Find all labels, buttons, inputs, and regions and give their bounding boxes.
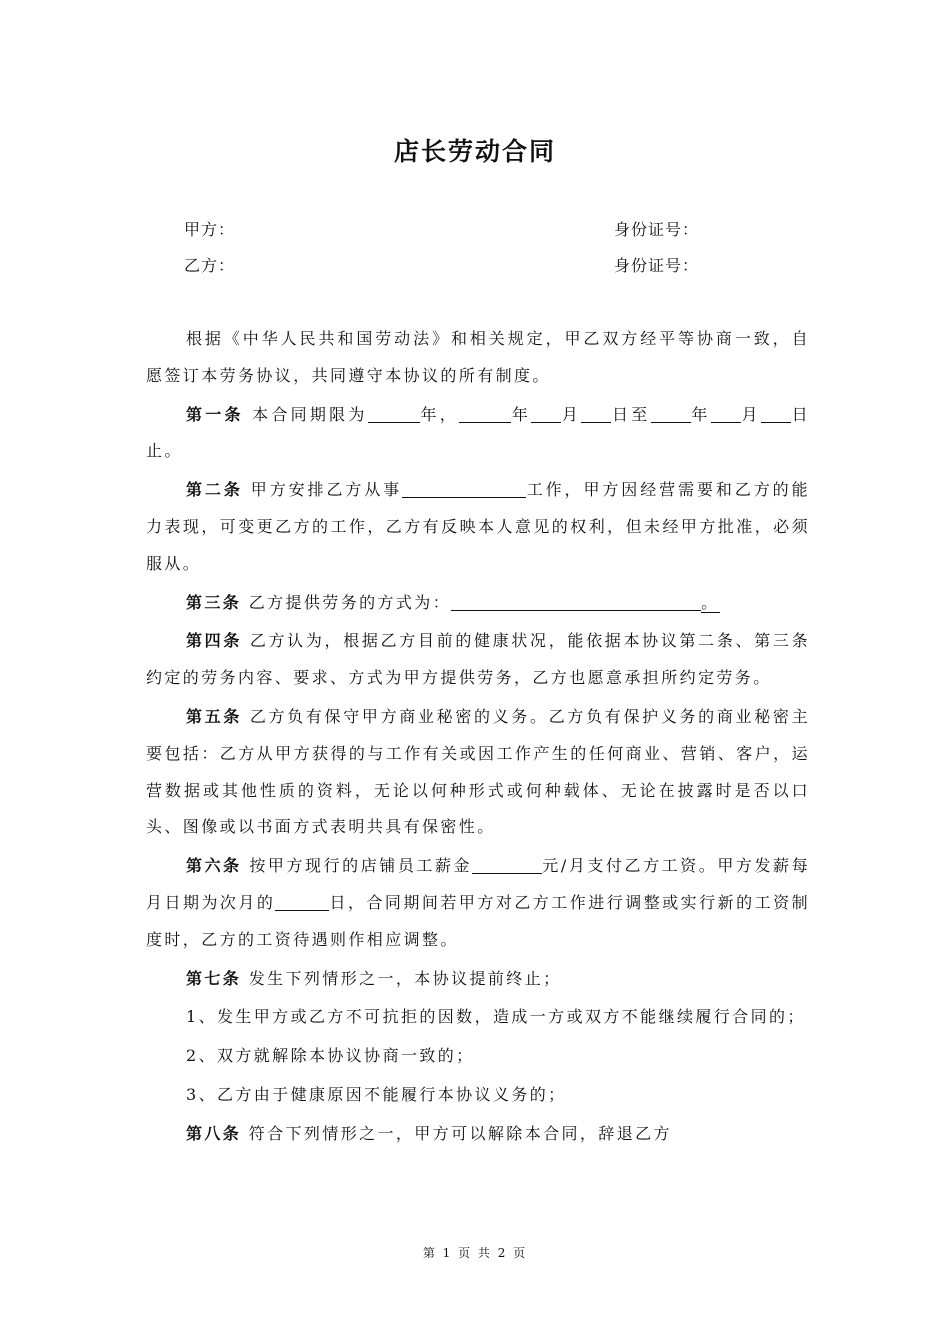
article-text: 乙方认为，根据乙方目前的健康状况，能依据本协议第二条、第三条约定的劳务内容、要求、方式为甲方提供劳务，乙方也愿意承担所约定劳务。 [146, 631, 810, 688]
blank-field [761, 404, 791, 423]
blank-field [711, 404, 741, 423]
article-text: 日止。 [146, 404, 811, 461]
document-title: 店长劳动合同 [393, 137, 556, 166]
article-5 [146, 699, 810, 846]
article-text: 年， [419, 404, 459, 424]
contract-body [146, 321, 810, 1155]
article-text: 月 [561, 404, 582, 424]
article-label: 第三条 [186, 592, 242, 612]
article-text: 乙方负有保守甲方商业秘密的义务。乙方负有保护义务的商业秘密主要包括：乙方从甲方获得的与工作有关或因工作产生的任何商业、营销、客户，运营数据或其他性质的资料，无论以何种形式或何种载体、无论在披露时是否以口头、图像或以书面方式表明共具有保密性。 [146, 706, 810, 837]
blank-field [275, 892, 329, 911]
article-text: 。 [701, 592, 720, 612]
party-a-label: 甲方： [184, 220, 236, 239]
article-text: 日，合同期间若甲方对乙方工作进行调整或实行新的工资制度时，乙方的工资待遇则作相应调整。 [146, 892, 810, 949]
article-text: 日至 [611, 404, 651, 424]
article-1 [146, 397, 810, 471]
blank-field [368, 404, 420, 423]
party-b-label: 乙方： [184, 256, 236, 275]
article-label: 第六条 [186, 856, 242, 876]
article-2 [146, 472, 810, 582]
article-6 [146, 848, 810, 958]
blank-field [472, 855, 542, 874]
article-text: 年 [690, 404, 711, 424]
article-label: 第八条 [186, 1123, 242, 1143]
article-4 [146, 623, 810, 697]
article-label: 第五条 [186, 706, 243, 726]
article-7 [146, 961, 810, 998]
article-text: 元/月支付乙方工资。甲方发薪每月日期为次月的 [146, 856, 810, 912]
page-footer: 第 1 页 共 2 页 [422, 1246, 528, 1260]
article-label: 第一条 [186, 404, 244, 424]
article-text: 年 [510, 404, 532, 424]
preamble-paragraph: 根据《中华人民共和国劳动法》和相关规定，甲乙双方经平等协商一致，自愿签订本劳务协议，共同遵守本协议的所有制度。 [146, 329, 810, 385]
article-label: 第二条 [186, 480, 243, 500]
blank-field [459, 404, 511, 423]
article-text: 按甲方现行的店铺员工薪金 [241, 856, 473, 876]
article-7-item: 1、发生甲方或乙方不可抗拒的因数，造成一方或双方不能继续履行合同的； [186, 1007, 806, 1027]
article-text: 工作，甲方因经营需要和乙方的能力表现，可变更乙方的工作，乙方有反映本人意见的权利，但未经甲方批准，必须服从。 [146, 480, 811, 573]
article-text: 本合同期限为 [243, 404, 368, 424]
blank-field [402, 479, 526, 498]
article-3 [146, 585, 810, 622]
article-text: 月 [740, 404, 761, 424]
article-text: 符合下列情形之一，甲方可以解除本合同，辞退乙方 [241, 1123, 672, 1143]
blank-field [451, 592, 701, 611]
article-text: 乙方提供劳务的方式为： [241, 592, 452, 612]
blank-field [581, 404, 611, 423]
article-label: 第四条 [186, 631, 243, 651]
blank-field [651, 404, 691, 423]
article-label: 第七条 [186, 968, 242, 988]
article-7-item: 3、乙方由于健康原因不能履行本协议义务的； [186, 1084, 567, 1104]
party-b-id-label: 身份证号： [614, 256, 700, 275]
article-7-item: 2、双方就解除本协议协商一致的； [186, 1046, 475, 1066]
article-8 [146, 1116, 810, 1153]
blank-field [531, 404, 561, 423]
article-text: 发生下列情形之一，本协议提前终止； [241, 968, 562, 988]
article-text: 甲方安排乙方从事 [242, 480, 403, 500]
party-a-id-label: 身份证号： [614, 220, 700, 239]
